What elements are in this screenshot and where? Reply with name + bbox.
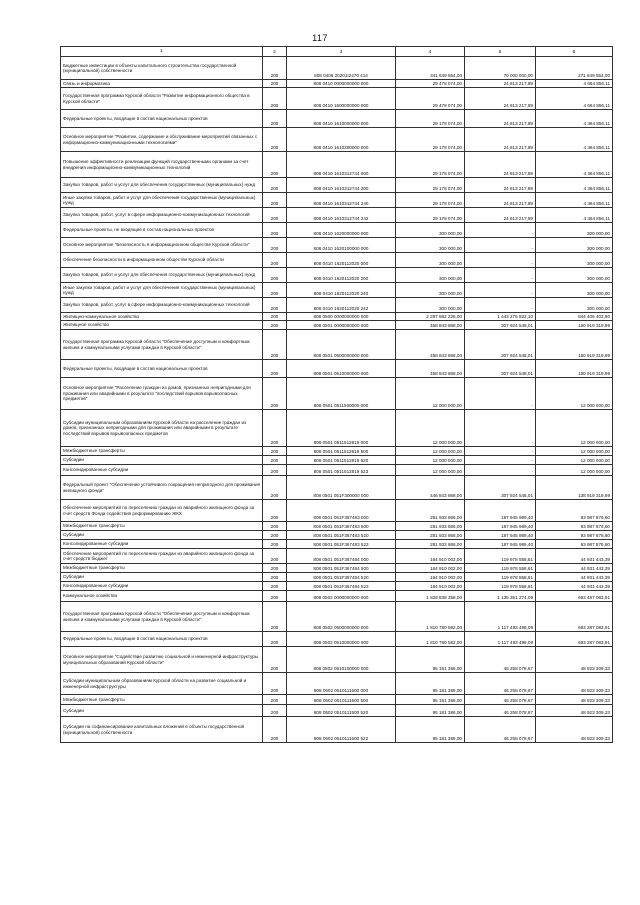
row-approved: 2 287 682 226,00 xyxy=(396,313,465,321)
row-approved: 458 843 868,00 xyxy=(396,360,465,378)
table-row xyxy=(61,717,613,743)
row-budget-code: 808 0501 0500000000 000 xyxy=(287,330,396,360)
row-budget-code: 808 0502 0000000000 000 xyxy=(287,591,396,602)
row-executed: 187 945 989,40 xyxy=(465,522,536,531)
row-unexecuted: 4 364 856,11 xyxy=(536,178,613,193)
row-executed: 1 443 275 822,10 xyxy=(465,313,536,321)
row-unexecuted: 48 923 309,33 xyxy=(536,647,613,673)
row-approved: 29 478 074,00 xyxy=(396,80,465,88)
row-line-code: 200 xyxy=(263,178,287,193)
row-line-code: 200 xyxy=(263,673,287,695)
row-executed: - xyxy=(465,447,536,456)
table-row xyxy=(61,57,613,80)
row-line-code: 200 xyxy=(263,531,287,540)
row-name: Консолидированные субсидии xyxy=(61,465,263,476)
row-approved: 12 000 000,00 xyxy=(396,410,465,447)
row-budget-code: 808 0501 051F367484 500 xyxy=(287,564,396,573)
row-line-code: 200 xyxy=(263,549,287,564)
table-row xyxy=(61,447,613,456)
row-line-code: 200 xyxy=(263,253,287,268)
row-line-code: 200 xyxy=(263,223,287,238)
row-name: Межбюджетные трансферты xyxy=(61,522,263,531)
row-executed: - xyxy=(465,465,536,476)
row-name: Межбюджетные трансферты xyxy=(61,564,263,573)
row-budget-code: 808 0502 0510111500 520 xyxy=(287,705,396,717)
row-line-code: 200 xyxy=(263,647,287,673)
row-executed: 1 135 351 274,09 xyxy=(465,591,536,602)
row-unexecuted: 693 287 083,91 xyxy=(536,632,613,647)
row-budget-code: 808 0501 051F367483 523 xyxy=(287,540,396,549)
table-header-row xyxy=(61,47,613,57)
row-executed: 24 813 217,89 xyxy=(465,152,536,178)
row-unexecuted: 4 364 856,11 xyxy=(536,208,613,223)
row-executed: - xyxy=(465,268,536,283)
row-line-code: 200 xyxy=(263,313,287,321)
row-budget-code: 808 0502 0510100000 000 xyxy=(287,647,396,673)
row-unexecuted: 4 664 856,11 xyxy=(536,88,613,110)
row-approved: 300 000,00 xyxy=(396,298,465,313)
row-unexecuted: 44 931 443,39 xyxy=(536,582,613,591)
table-row xyxy=(61,283,613,298)
table-row xyxy=(61,591,613,602)
row-budget-code: 808 0406 20201I2470 414 xyxy=(287,57,396,80)
row-line-code: 200 xyxy=(263,410,287,447)
row-approved: 300 000,00 xyxy=(396,223,465,238)
row-line-code: 200 xyxy=(263,193,287,208)
row-approved: 95 181 386,00 xyxy=(396,695,465,705)
row-unexecuted: 93 987 876,60 xyxy=(536,540,613,549)
row-approved: 29 178 074,00 xyxy=(396,152,465,178)
row-approved: 164 910 002,00 xyxy=(396,549,465,564)
row-executed: 1 117 493 498,09 xyxy=(465,602,536,632)
row-line-code: 200 xyxy=(263,602,287,632)
row-line-code: 200 xyxy=(263,283,287,298)
row-name: Коммунальное хозяйство xyxy=(61,591,263,602)
row-executed: 46 258 078,67 xyxy=(465,647,536,673)
row-budget-code: 808 0501 0511512819 500 xyxy=(287,447,396,456)
row-budget-code: 808 0410 1610312744 200 xyxy=(287,178,396,193)
row-unexecuted: 12 000 000,00 xyxy=(536,410,613,447)
row-name: Субсидии xyxy=(61,531,263,540)
row-approved: 12 000 000,00 xyxy=(396,456,465,465)
row-name: Обеспечение мероприятий по переселению граждан из аварийного жилищного фонда за счет средств бюджет xyxy=(61,549,263,564)
row-name: Государственная программа Курской области "Развитие информационного общества в Курской области" xyxy=(61,88,263,110)
row-line-code: 200 xyxy=(263,80,287,88)
row-unexecuted: 12 000 000,00 xyxy=(536,378,613,410)
row-unexecuted: 693 287 083,91 xyxy=(536,602,613,632)
row-budget-code: 808 0501 051F367483 520 xyxy=(287,531,396,540)
row-budget-code: 808 0410 1620112020 240 xyxy=(287,283,396,298)
row-budget-code: 808 0500 0000000000 000 xyxy=(287,313,396,321)
row-name: Основное мероприятие "Расселение граждан из домов, признанных непригодными для проживания или аварийными в результате "последствий взрывов взрывоопасных предметов" xyxy=(61,378,263,410)
row-executed: 119 978 558,61 xyxy=(465,582,536,591)
row-line-code: 200 xyxy=(263,447,287,456)
table-row xyxy=(61,522,613,531)
row-unexecuted: 150 919 319,99 xyxy=(536,360,613,378)
row-approved: 29 178 074,00 xyxy=(396,193,465,208)
row-approved: 95 181 386,00 xyxy=(396,705,465,717)
row-executed: 119 978 558,61 xyxy=(465,564,536,573)
row-line-code: 200 xyxy=(263,582,287,591)
row-approved: 446 843 868,00 xyxy=(396,476,465,500)
row-executed: - xyxy=(465,238,536,253)
row-budget-code: 808 0410 1610312744 240 xyxy=(287,193,396,208)
row-executed: - xyxy=(465,456,536,465)
row-approved: 29 478 074,00 xyxy=(396,88,465,110)
row-executed: 24 813 217,89 xyxy=(465,193,536,208)
row-unexecuted: 300 000,00 xyxy=(536,268,613,283)
row-budget-code: 808 0410 0000000000 000 xyxy=(287,80,396,88)
row-line-code: 200 xyxy=(263,476,287,500)
row-executed: 307 924 548,01 xyxy=(465,476,536,500)
table-row xyxy=(61,695,613,705)
row-executed: 307 924 548,01 xyxy=(465,321,536,330)
row-line-code: 200 xyxy=(263,330,287,360)
row-line-code: 200 xyxy=(263,378,287,410)
row-budget-code: 808 0410 1610000000 000 xyxy=(287,110,396,128)
row-line-code: 200 xyxy=(263,360,287,378)
row-name: Межбюджетные трансферты xyxy=(61,695,263,705)
row-executed: 187 945 989,40 xyxy=(465,540,536,549)
row-approved: 29 178 074,00 xyxy=(396,208,465,223)
table-row xyxy=(61,238,613,253)
row-budget-code: 808 0410 1620100000 000 xyxy=(287,238,396,253)
row-executed: - xyxy=(465,283,536,298)
row-executed: 24 813 217,89 xyxy=(465,88,536,110)
row-budget-code: 808 0501 051F367484 523 xyxy=(287,582,396,591)
table-row xyxy=(61,500,613,522)
row-executed: 46 258 078,67 xyxy=(465,695,536,705)
row-line-code: 200 xyxy=(263,88,287,110)
row-approved: 281 933 866,00 xyxy=(396,531,465,540)
row-executed: 70 000 000,00 xyxy=(465,57,536,80)
row-budget-code: 808 0501 0511500000 000 xyxy=(287,378,396,410)
row-name: Жилищно-коммунальное хозяйство xyxy=(61,313,263,321)
row-unexecuted: 93 987 876,60 xyxy=(536,531,613,540)
table-row xyxy=(61,110,613,128)
row-name: Закупка товаров, работ, услуг в сфере информационно-коммуникационных технологий xyxy=(61,298,263,313)
row-budget-code: 808 0501 051F367483 000 xyxy=(287,500,396,522)
row-budget-code: 808 0502 0500000000 000 xyxy=(287,602,396,632)
row-approved: 458 843 868,00 xyxy=(396,321,465,330)
row-executed: 46 258 078,67 xyxy=(465,717,536,743)
row-unexecuted: 300 000,00 xyxy=(536,298,613,313)
row-unexecuted: 271 649 554,00 xyxy=(536,57,613,80)
row-executed: 46 258 078,67 xyxy=(465,673,536,695)
row-line-code: 200 xyxy=(263,238,287,253)
row-approved: 29 178 074,00 xyxy=(396,128,465,152)
row-name: Основное мероприятие "Развитие, содержание и обслуживание мероприятий связанных с информационно-коммуникационными технологиями" xyxy=(61,128,263,152)
row-approved: 95 181 386,00 xyxy=(396,717,465,743)
table-row xyxy=(61,298,613,313)
table-row xyxy=(61,456,613,465)
row-executed: 187 945 989,40 xyxy=(465,531,536,540)
row-line-code: 200 xyxy=(263,564,287,573)
row-unexecuted: 48 923 309,33 xyxy=(536,695,613,705)
row-approved: 300 000,00 xyxy=(396,253,465,268)
row-unexecuted: 150 919 319,99 xyxy=(536,330,613,360)
row-line-code: 200 xyxy=(263,110,287,128)
table-row xyxy=(61,378,613,410)
row-approved: 281 933 866,00 xyxy=(396,540,465,549)
row-name: Федеральный проект "Обеспечение устойчивого сокращения непригодного для проживания жилищного фонда" xyxy=(61,476,263,500)
row-approved: 281 933 866,00 xyxy=(396,500,465,522)
row-name: Межбюджетные трансферты xyxy=(61,447,263,456)
table-row xyxy=(61,80,613,88)
row-name: Субсидии муниципальным образованиям Курской области на расселение граждан из домов, признанных непригодными для проживания или аварийными в результате последствий взрывов взрывоопасных предметов xyxy=(61,410,263,447)
row-name: Связь и информатика xyxy=(61,80,263,88)
row-executed: 307 924 548,01 xyxy=(465,330,536,360)
row-budget-code: 808 0410 1620112020 242 xyxy=(287,298,396,313)
row-line-code: 200 xyxy=(263,128,287,152)
table-row xyxy=(61,360,613,378)
table-row xyxy=(61,88,613,110)
page-number: 117 xyxy=(312,33,328,43)
budget-table xyxy=(60,46,613,743)
row-name: Субсидии муниципальным образованиям Курской области на развитие социальной и инженерной инфраструктуры xyxy=(61,673,263,695)
row-executed: - xyxy=(465,378,536,410)
row-unexecuted: 12 000 000,00 xyxy=(536,465,613,476)
row-approved: 1 810 780 582,00 xyxy=(396,632,465,647)
row-approved: 300 000,00 xyxy=(396,238,465,253)
row-executed: 307 924 548,01 xyxy=(465,360,536,378)
row-name: Бюджетные инвестиции в объекты капитального строительства государственной (муниципальной) собственности xyxy=(61,57,263,80)
row-executed: 119 978 558,61 xyxy=(465,549,536,564)
row-executed: 46 258 078,67 xyxy=(465,705,536,717)
row-name: Государственная программа Курской области "Обеспечение доступным и комфортным жильем и коммунальными услугами граждан в Курской области" xyxy=(61,330,263,360)
row-approved: 164 910 002,00 xyxy=(396,564,465,573)
row-budget-code: 808 0410 1620000000 000 xyxy=(287,223,396,238)
table-row xyxy=(61,465,613,476)
row-executed: 187 945 989,40 xyxy=(465,500,536,522)
table-row xyxy=(61,321,613,330)
row-budget-code: 808 0501 0000000000 000 xyxy=(287,321,396,330)
row-unexecuted: 12 000 000,00 xyxy=(536,456,613,465)
row-name: Основное мероприятие "Безопасность в информационном обществе Курской области" xyxy=(61,238,263,253)
row-executed: 119 978 558,61 xyxy=(465,573,536,582)
table-row xyxy=(61,632,613,647)
table-row xyxy=(61,128,613,152)
table-row xyxy=(61,330,613,360)
row-budget-code: 808 0502 0510000000 000 xyxy=(287,632,396,647)
row-name: Консолидированные субсидии xyxy=(61,540,263,549)
row-name: Закупка товаров, работ, услуг в сфере информационно-коммуникационных технологий xyxy=(61,208,263,223)
row-line-code: 200 xyxy=(263,717,287,743)
row-budget-code: 808 0501 0511512819 520 xyxy=(287,456,396,465)
row-line-code: 200 xyxy=(263,540,287,549)
table-row xyxy=(61,549,613,564)
col-header-3: 3 xyxy=(287,47,396,57)
row-name: Жилищное хозяйство xyxy=(61,321,263,330)
row-executed: 24 813 217,89 xyxy=(465,178,536,193)
row-budget-code: 808 0501 051F300000 000 xyxy=(287,476,396,500)
row-name: Субсидии xyxy=(61,705,263,717)
row-name: Федеральные проекты, входящие в состав национальных проектов xyxy=(61,632,263,647)
table-row xyxy=(61,573,613,582)
row-unexecuted: 4 364 856,11 xyxy=(536,110,613,128)
table-row xyxy=(61,410,613,447)
table-row xyxy=(61,564,613,573)
row-name: Федеральные проекты, не входящие в состав национальных проектов xyxy=(61,223,263,238)
row-approved: 95 181 386,00 xyxy=(396,647,465,673)
row-name: Обеспечение мероприятий по переселению граждан из аварийного жилищного фонда за счет средств Фонда содействия реформированию ЖКХ xyxy=(61,500,263,522)
col-header-4: 4 xyxy=(396,47,465,57)
table-row xyxy=(61,540,613,549)
row-unexecuted: 300 000,00 xyxy=(536,223,613,238)
row-name: Основное мероприятие "Содействие развитию социальной и инженерной инфраструктуры муниципальных образований Курской области" xyxy=(61,647,263,673)
row-approved: 281 933 866,00 xyxy=(396,522,465,531)
row-unexecuted: 44 931 443,39 xyxy=(536,549,613,564)
row-executed: - xyxy=(465,253,536,268)
row-unexecuted: 693 487 083,91 xyxy=(536,591,613,602)
row-line-code: 200 xyxy=(263,522,287,531)
row-unexecuted: 12 000 000,00 xyxy=(536,447,613,456)
row-executed: 24 813 217,89 xyxy=(465,110,536,128)
col-header-1: 1 xyxy=(61,47,263,57)
row-name: Повышение эффективности реализации функций государственными органами за счет внедрения информационно-коммуникационных технологий xyxy=(61,152,263,178)
row-budget-code: 808 0502 0510111500 522 xyxy=(287,717,396,743)
row-budget-code: 808 0502 0510111500 000 xyxy=(287,673,396,695)
row-name: Закупка товаров, работ и услуг для обеспечения государственных (муниципальных) нужд xyxy=(61,268,263,283)
table-row xyxy=(61,531,613,540)
row-budget-code: 808 0410 1610312744 242 xyxy=(287,208,396,223)
row-approved: 164 910 002,00 xyxy=(396,582,465,591)
row-line-code: 200 xyxy=(263,456,287,465)
row-approved: 300 000,00 xyxy=(396,283,465,298)
table-row xyxy=(61,673,613,695)
row-name: Субсидии xyxy=(61,456,263,465)
row-unexecuted: 44 931 443,39 xyxy=(536,573,613,582)
row-name: Федеральные проекты, входящие в состав национальных проектов xyxy=(61,110,263,128)
row-name: Консолидированные субсидии xyxy=(61,582,263,591)
row-budget-code: 808 0501 0510000000 000 xyxy=(287,360,396,378)
row-name: Федеральные проекты, входящие в состав национальных проектов xyxy=(61,360,263,378)
table-row xyxy=(61,208,613,223)
row-line-code: 200 xyxy=(263,573,287,582)
row-unexecuted: 93 987 876,60 xyxy=(536,500,613,522)
row-unexecuted: 300 000,00 xyxy=(536,238,613,253)
row-name: Субсидии xyxy=(61,573,263,582)
row-budget-code: 808 0502 0510111500 500 xyxy=(287,695,396,705)
row-name: Иные закупки товаров, работ и услуг для обеспечения государственных (муниципальных) нужд xyxy=(61,193,263,208)
row-unexecuted: 300 000,00 xyxy=(536,283,613,298)
row-unexecuted: 4 664 856,11 xyxy=(536,80,613,88)
row-unexecuted: 4 364 856,11 xyxy=(536,193,613,208)
table-row xyxy=(61,193,613,208)
row-unexecuted: 48 923 309,33 xyxy=(536,717,613,743)
row-budget-code: 808 0501 051F367483 500 xyxy=(287,522,396,531)
row-budget-code: 808 0501 051F367484 520 xyxy=(287,573,396,582)
row-line-code: 200 xyxy=(263,298,287,313)
row-approved: 458 843 868,00 xyxy=(396,330,465,360)
table-row xyxy=(61,313,613,321)
table-row xyxy=(61,253,613,268)
row-executed: 24 813 217,89 xyxy=(465,128,536,152)
row-approved: 29 178 074,00 xyxy=(396,110,465,128)
row-line-code: 200 xyxy=(263,500,287,522)
row-line-code: 200 xyxy=(263,321,287,330)
row-unexecuted: 48 923 309,33 xyxy=(536,705,613,717)
row-budget-code: 808 0410 1610312744 000 xyxy=(287,152,396,178)
row-unexecuted: 150 919 319,99 xyxy=(536,321,613,330)
row-approved: 29 178 074,00 xyxy=(396,178,465,193)
row-unexecuted: 300 000,00 xyxy=(536,253,613,268)
table-row xyxy=(61,602,613,632)
row-line-code: 200 xyxy=(263,208,287,223)
col-header-2: 2 xyxy=(263,47,287,57)
col-header-6: 6 xyxy=(536,47,613,57)
row-budget-code: 808 0410 1620112020 200 xyxy=(287,268,396,283)
row-approved: 95 181 386,00 xyxy=(396,673,465,695)
row-approved: 12 000 000,00 xyxy=(396,378,465,410)
row-line-code: 200 xyxy=(263,268,287,283)
table-row xyxy=(61,178,613,193)
row-line-code: 200 xyxy=(263,465,287,476)
col-header-5: 5 xyxy=(465,47,536,57)
row-budget-code: 808 0501 0511512819 000 xyxy=(287,410,396,447)
row-name: Обеспечение безопасности в информационном обществе Курской области xyxy=(61,253,263,268)
row-approved: 1 810 780 582,00 xyxy=(396,602,465,632)
row-executed: - xyxy=(465,298,536,313)
row-budget-code: 808 0410 1600000000 000 xyxy=(287,88,396,110)
row-executed: 24 813 217,89 xyxy=(465,80,536,88)
table-row xyxy=(61,268,613,283)
table-row xyxy=(61,705,613,717)
row-approved: 12 000 000,00 xyxy=(396,447,465,456)
row-approved: 12 000 000,00 xyxy=(396,465,465,476)
row-unexecuted: 138 919 319,99 xyxy=(536,476,613,500)
row-unexecuted: 48 923 309,33 xyxy=(536,673,613,695)
row-line-code: 200 xyxy=(263,705,287,717)
row-approved: 164 910 002,00 xyxy=(396,573,465,582)
row-line-code: 200 xyxy=(263,695,287,705)
row-executed: - xyxy=(465,223,536,238)
table-row xyxy=(61,647,613,673)
row-name: Субсидии на софинансирование капитальных вложений в объекты государственной (муниципальной) собственности xyxy=(61,717,263,743)
row-budget-code: 808 0501 0511512819 523 xyxy=(287,465,396,476)
row-line-code: 200 xyxy=(263,152,287,178)
row-budget-code: 808 0410 1610300000 000 xyxy=(287,128,396,152)
row-executed: 24 813 217,89 xyxy=(465,208,536,223)
row-unexecuted: 93 987 876,60 xyxy=(536,522,613,531)
row-unexecuted: 4 364 856,11 xyxy=(536,152,613,178)
row-name: Государственная программа Курской области "Обеспечение доступным и комфортным жильем и коммунальными услугами граждан в Курской области" xyxy=(61,602,263,632)
row-name: Иные закупки товаров, работ и услуг для обеспечения государственных (муниципальных) нужд xyxy=(61,283,263,298)
row-executed: 1 117 493 498,09 xyxy=(465,632,536,647)
row-line-code: 200 xyxy=(263,591,287,602)
row-name: Закупка товаров, работ и услуг для обеспечения государственных (муниципальных) нужд xyxy=(61,178,263,193)
row-unexecuted: 44 931 443,39 xyxy=(536,564,613,573)
table-row xyxy=(61,152,613,178)
table-row xyxy=(61,582,613,591)
row-line-code: 200 xyxy=(263,57,287,80)
row-line-code: 200 xyxy=(263,632,287,647)
table-body xyxy=(61,57,613,743)
table-row xyxy=(61,476,613,500)
row-approved: 341 649 554,00 xyxy=(396,57,465,80)
row-approved: 300 000,00 xyxy=(396,268,465,283)
row-unexecuted: 844 406 403,90 xyxy=(536,313,613,321)
row-unexecuted: 4 364 856,11 xyxy=(536,128,613,152)
row-budget-code: 808 0501 051F367484 000 xyxy=(287,549,396,564)
table-row xyxy=(61,223,613,238)
row-executed: - xyxy=(465,410,536,447)
row-budget-code: 808 0410 1620112020 000 xyxy=(287,253,396,268)
row-approved: 1 828 838 358,00 xyxy=(396,591,465,602)
